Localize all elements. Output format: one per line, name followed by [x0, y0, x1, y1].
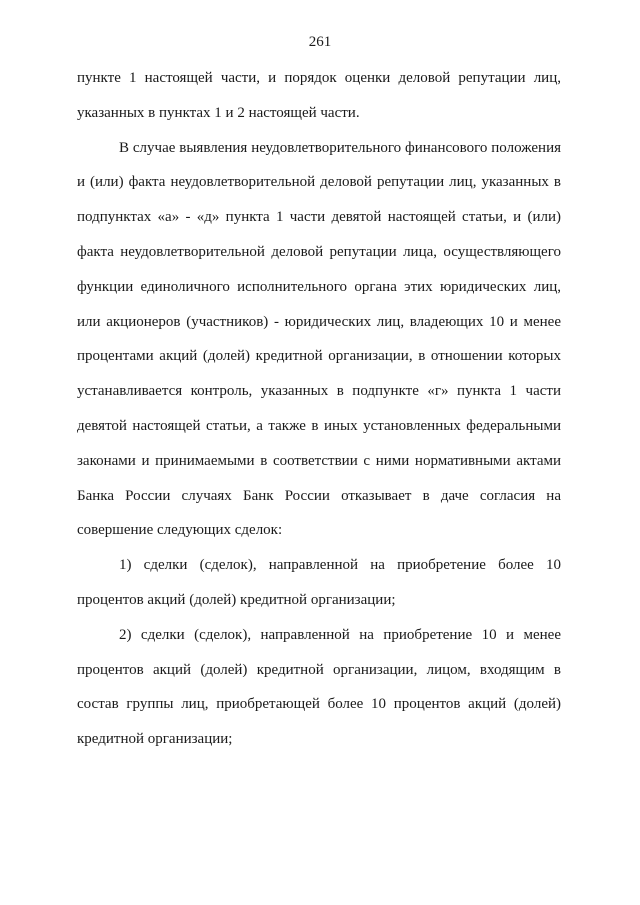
- list-item-2: 2) сделки (сделок), направленной на приобретение 10 и менее процентов акций (долей) кредитной организации, лицом, входящим в состав группы лиц, приобретающей более 10 процентов акций (долей) кредитной организации;: [77, 626, 561, 748]
- paragraph-main: В случае выявления неудовлетворительного финансового положения и (или) факта неудовлетворительной деловой репутации лиц, указанных в подпунктах «а» - «д» пункта 1 части девятой настоящей статьи, и (или) факта неудовлетворительной деловой репутации лица, осуществляющего функции единоличного исполнительного органа этих юридических лиц, или акционеров (участников) - юридических лиц, владеющих 10 и менее процентами акций (долей) кредитной организации, в отношении которых устанавливается контроль, указанных в подпункте «г» пункта 1 части девятой настоящей статьи, а также в иных установленных федеральными законами и принимаемыми в соответствии с ними нормативными актами Банка России случаях Банк России отказывает в даче согласия на совершение следующих сделок:: [77, 139, 561, 539]
- document-body: [77, 61, 561, 757]
- paragraph-continuation: пункте 1 настоящей части, и порядок оценки деловой репутации лиц, указанных в пунктах 1 и 2 настоящей части.: [77, 70, 561, 121]
- page-number: 261: [308, 34, 332, 50]
- list-item-1: 1) сделки (сделок), направленной на приобретение более 10 процентов акций (долей) кредитной организации;: [77, 557, 561, 608]
